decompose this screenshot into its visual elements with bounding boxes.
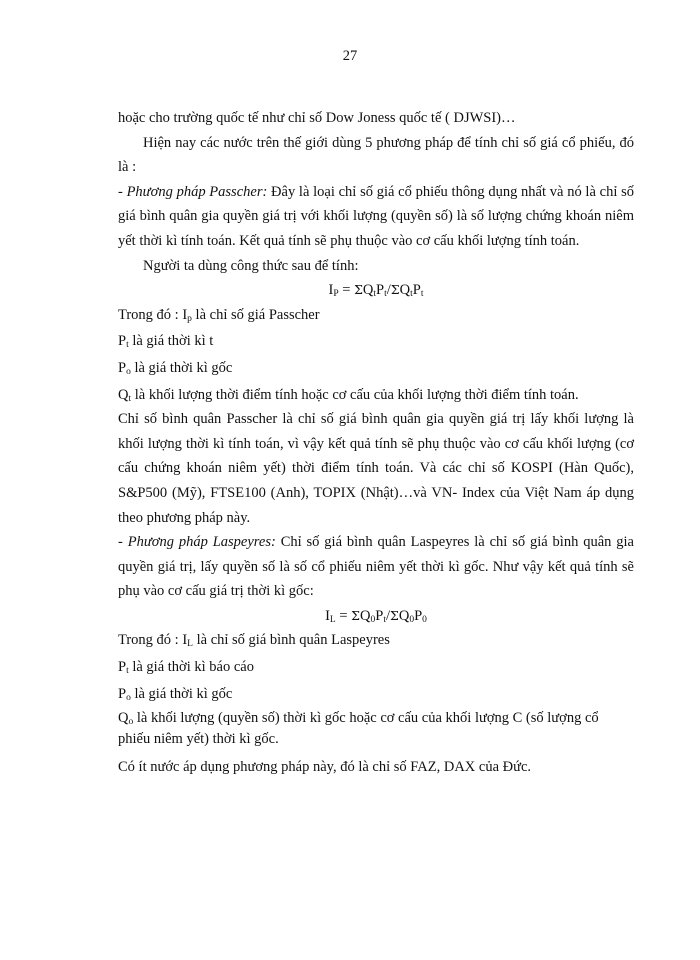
passcher-where: Trong đó : $I_p$ là chỉ số giá Passcher [118, 306, 320, 324]
laspeyres-definition [118, 530, 634, 604]
page-number: 27 [342, 48, 358, 64]
passcher-explanation: Chỉ số bình quân Passcher là chỉ số giá bình quân gia quyền giá trị lấy khối lượng là khối lượng thời kì tính toán, vì vậy kết quả tính sẽ phụ thuộc vào cơ cấu khối lượng (cơ cấu chứng khoán niêm yết) thời điểm tính toán. Và các chỉ số KOSPI (Hàn Quốc), S&P500 (Mỹ), FTSE100 (Anh), TOPIX (Nhật)…và VN- Index của Việt Nam áp dụng theo phương pháp này. [118, 411, 634, 526]
passcher-pt-def: $P_t$ là giá thời kì t [118, 333, 214, 351]
laspeyres-conclusion: Có ít nước áp dụng phương pháp này, đó là chỉ số FAZ, DAX của Đức. [118, 759, 532, 776]
passcher-formula: $I_P = \Sigma Q_tP_t/\Sigma Q_tP_t$ [328, 282, 424, 300]
laspeyres-pt-def: $P_t$ là giá thời kì báo cáo [118, 659, 254, 677]
passcher-qt-def: $Q_t$ là khối lượng thời điểm tính hoặc cơ cấu của khối lượng thời điểm tính toán. [118, 386, 579, 404]
passcher-formula-intro: Người ta dùng công thức sau để tính: [143, 257, 359, 274]
document-body [118, 106, 634, 780]
passcher-po-def: $P_o$ là giá thời kì gốc [118, 359, 233, 377]
laspeyres-qo-def: $Q_o$ là khối lượng (quyền số) thời kì gốc hoặc cơ cấu của khối lượng C (số lượng cổ phiếu niêm yết) thời kì gốc. [118, 710, 599, 748]
passcher-desc: Đây là loại chỉ số giá cổ phiếu thông dụng nhất và nó là chỉ số giá bình quân gia quyền giá trị với khối lượng (quyền số) là số lượng chứng khoán niêm yết thời kì tính toán. Kết quả tính sẽ phụ thuộc vào cơ cấu khối lượng tính toán. [118, 183, 634, 249]
laspeyres-where: Trong đó : $I_L$ là chỉ số giá bình quân Laspeyres [118, 632, 390, 650]
passcher-definition [118, 180, 634, 254]
passcher-term: - Phương pháp Passcher: [118, 183, 268, 200]
laspeyres-po-def: $P_o$ là giá thời kì gốc [118, 685, 233, 703]
laspeyres-term: - Phương pháp Laspeyres: [118, 534, 276, 551]
paragraph-methods: Hiện nay các nước trên thế giới dùng 5 phương pháp để tính chỉ số giá cổ phiếu, đó là : [118, 134, 634, 176]
laspeyres-formula: $I_L = \Sigma Q_0P_t/\Sigma Q_0P_0$ [325, 607, 427, 625]
paragraph-intro: hoặc cho trường quốc tế như chỉ số Dow Joness quốc tế ( DJWSI)… [118, 110, 516, 126]
laspeyres-desc: Chỉ số giá bình quân Laspeyres là chỉ số giá bình quân gia quyền giá trị, lấy quyền số là số cổ phiếu niêm yết thời kì gốc. Như vậy kết quả tính sẽ phụ vào cơ cấu giá trị thời kì gốc: [118, 534, 634, 600]
